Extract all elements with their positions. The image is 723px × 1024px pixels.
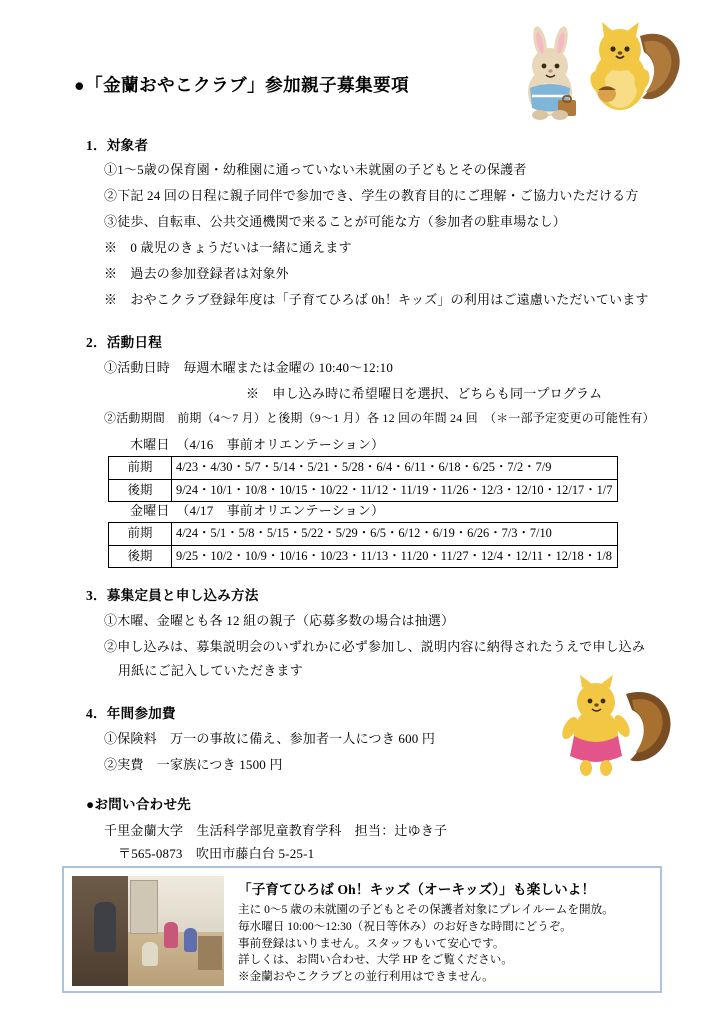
section-4-line-2: ②実費 一家族につき 1500 円: [104, 757, 283, 772]
page-title: ●「金蘭おやこクラブ」参加親子募集要項: [74, 75, 410, 95]
squirrel-and-rabbit-characters-illustration: [492, 18, 692, 126]
oh-kids-info-box: [62, 866, 662, 993]
friday-term1-label: 前期: [109, 523, 172, 546]
section-heading-4: 4．年間参加費: [86, 706, 176, 721]
section-1-line-2: ②下記 24 回の日程に親子同伴で参加でき、学生の教育目的にご理解・ご協力いただける方: [104, 188, 639, 203]
oh-kids-line-5: ※金蘭おやこクラブとの並行利用はできません。: [238, 970, 494, 984]
section-3-line-2: ②申し込みは、募集説明会のいずれかに必ず参加し、説明内容に納得されたうえで申し込み: [104, 639, 646, 654]
table-row: [109, 479, 618, 502]
section-3-line-1: ①木曜、金曜とも各 12 組の親子（応募多数の場合は抽選）: [104, 613, 455, 628]
contact-line-1: 千里金蘭大学 生活科学部児童教育学科 担当：辻ゆき子: [104, 823, 448, 838]
section-1-line-5: ※ 過去の参加登録者は対象外: [104, 266, 289, 281]
table-row: [109, 457, 618, 480]
oh-kids-line-2: 毎水曜日 10:00～12:30（祝日等休み）のお好きな時間にどうぞ。: [238, 919, 572, 933]
oh-kids-line-1: 主に 0～5 歳の未就園の子どもとその保護者対象にプレイルームを開放。: [238, 903, 614, 916]
section-heading-3: 3．募集定員と申し込み方法: [86, 588, 259, 603]
oh-kids-text-block: [238, 878, 656, 986]
section-heading-1: 1．対象者: [86, 138, 149, 153]
section-heading-contact: ●お問い合わせ先: [86, 797, 192, 812]
thursday-term1-label: 前期: [109, 457, 172, 480]
oh-kids-line-3: 事前登録はいりません。スタッフもいて安心です。: [238, 936, 505, 950]
section-1-line-3: ③徒歩、自転車、公共交通機関で来ることが可能な方（参加者の駐車場なし）: [104, 214, 567, 229]
thursday-caption: 木曜日 （4/16 事前オリエンテーション）: [130, 437, 385, 452]
section-4-line-1: ①保険料 万一の事故に備え、参加者一人につき 600 円: [104, 731, 436, 746]
friday-schedule-table: [108, 522, 618, 568]
thursday-term2-dates: 9/24・10/1・10/8・10/15・10/22・11/12・11/19・11/26・12/3・12/10・12/17・1/7: [172, 479, 618, 502]
thursday-term2-label: 後期: [109, 479, 172, 502]
oh-kids-title: 「子育てひろば Oh！キッズ（オーキッズ）」も楽しいよ！: [238, 882, 596, 897]
section-1-line-6: ※ おやこクラブ登録年度は「子育てひろば 0h！キッズ」の利用はご遠慮いただいています: [104, 292, 649, 307]
thursday-schedule-table: [108, 456, 618, 502]
table-row: [109, 523, 618, 546]
section-2-line-2: ※ 申し込み時に希望曜日を選択、どちらも同一プログラム: [246, 386, 603, 401]
oh-kids-line-4: 詳しくは、お問い合わせ、大学 HP をご覧ください。: [238, 953, 513, 967]
thursday-term1-dates: 4/23・4/30・5/7・5/14・5/21・5/28・6/4・6/11・6/18・6/25・7/2・7/9: [172, 457, 618, 480]
playroom-photo: [72, 876, 224, 986]
section-heading-2: 2．活動日程: [86, 335, 163, 350]
section-2-line-1: ①活動日時 毎週木曜または金曜の 10:40～12:10: [104, 360, 394, 375]
section-2-line-3: ②活動期間 前期（4～7 月）と後期（9～1 月）各 12 回の年間 24 回 （＊一部予定変更の可能性有）: [104, 411, 655, 425]
section-1-line-4: ※ 0 歳児のきょうだいは一緒に通えます: [104, 240, 352, 255]
friday-caption: 金曜日 （4/17 事前オリエンテーション）: [130, 503, 385, 518]
section-1-line-1: ①1～5歳の保育園・幼稚園に通っていない未就園の子どもとその保護者: [104, 162, 527, 177]
friday-term2-label: 後期: [109, 545, 172, 568]
table-row: [109, 545, 618, 568]
friday-term1-dates: 4/24・5/1・5/8・5/15・5/22・5/29・6/5・6/12・6/19・6/26・7/3・7/10: [172, 523, 618, 546]
section-3-line-3: 用紙にご記入していただきます: [118, 663, 303, 678]
friday-term2-dates: 9/25・10/2・10/9・10/16・10/23・11/13・11/20・11/27・12/4・12/11・12/18・1/8: [172, 545, 618, 568]
contact-line-2: 〒565-0873 吹田市藤白台 5-25-1: [118, 846, 315, 861]
squirrel-character-waving-illustration: [540, 672, 690, 782]
